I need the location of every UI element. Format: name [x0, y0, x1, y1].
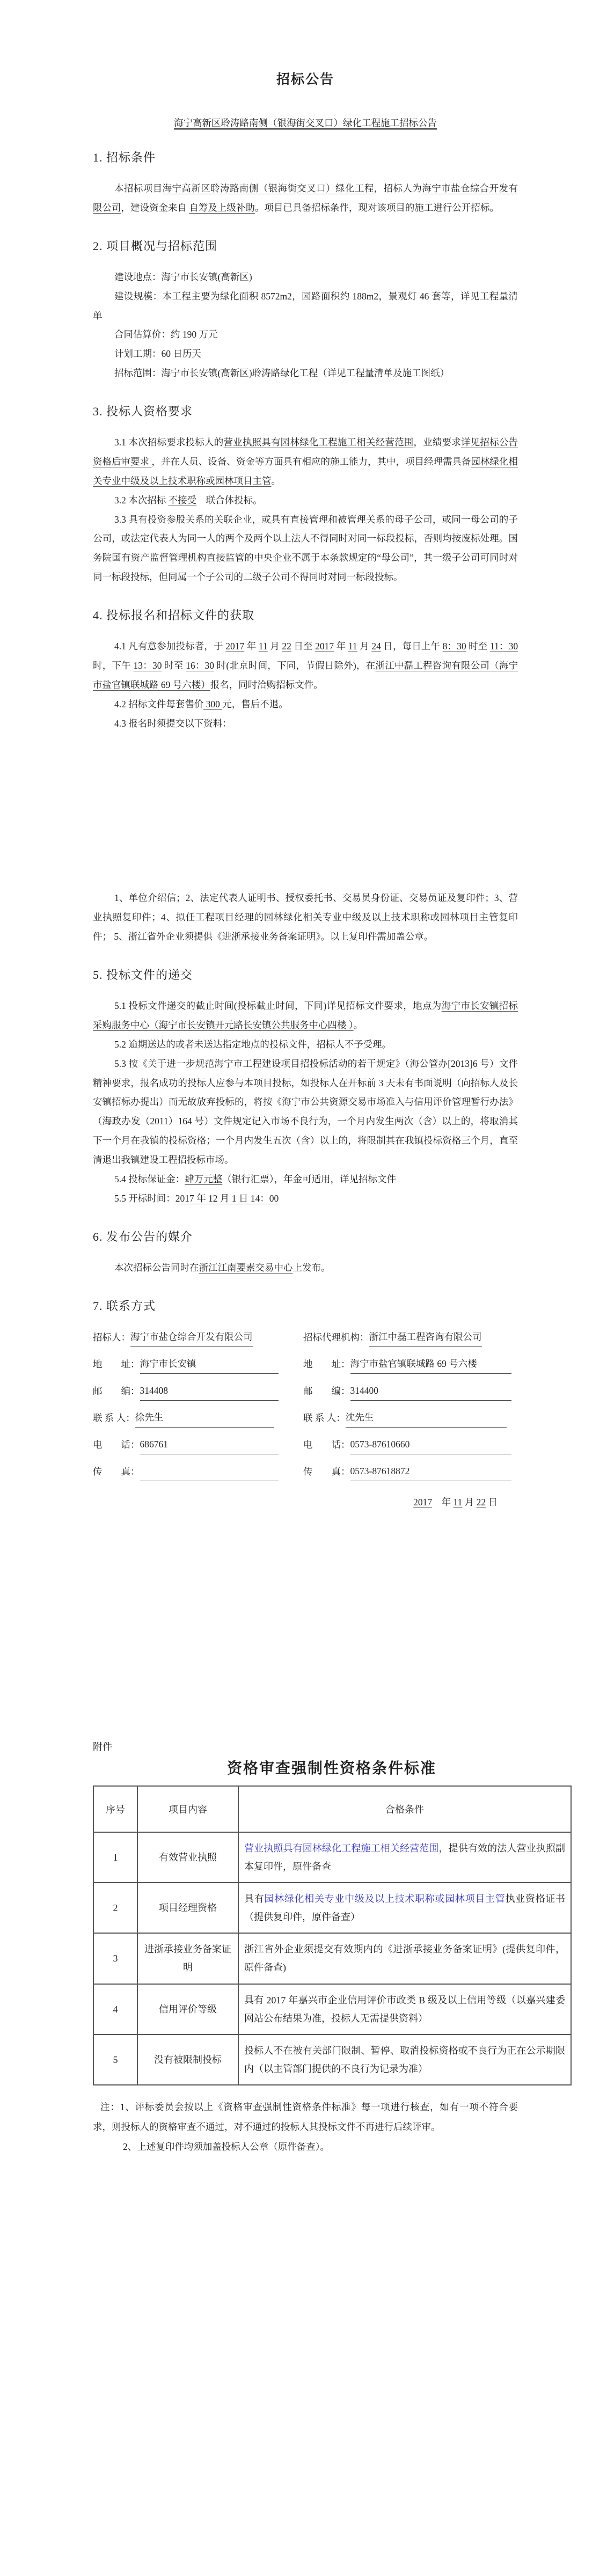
page-break-gap	[93, 733, 518, 889]
text-run: 。项目已具备招标条件，现对该项目的施工进行公开招标。	[254, 202, 499, 213]
underlined-text: 22	[282, 641, 291, 652]
text-run: 3.2 本次招标	[114, 494, 169, 506]
attachment-label: 附件	[93, 1741, 112, 1752]
item-cell: 项目经理资格	[137, 1883, 238, 1933]
underlined-text: 11：30	[489, 641, 518, 652]
field-bid-scope: 招标范围：海宁市长安镇(高新区)聆涛路绿化工程（详见工程量清单及施工图纸）	[114, 368, 450, 379]
paragraph-5-4	[93, 1170, 518, 1189]
paragraph-3-1	[93, 433, 518, 491]
table-row	[93, 1933, 571, 1984]
text-run: 具有 2017 年嘉兴市企业信用评价市政类 B 级及以上信用等级（以嘉兴建委网站公布结果为准，投标人无需提供资料）	[244, 1994, 565, 2024]
document-subtitle	[93, 116, 518, 129]
text-run: （银行汇票），年金可适用，详见招标文件	[222, 1173, 396, 1184]
underlined-text: 园林绿化相关专业中级及以上技术职称或园林项目主管	[93, 456, 518, 486]
agency-phone: 0573-87610660	[350, 1435, 511, 1454]
item-cell: 信用评价等级	[137, 1984, 238, 2035]
tenderer-label: 招标人：	[93, 1331, 130, 1343]
section-heading-2: 2. 项目概况与招标范围	[93, 239, 218, 253]
item-cell: 有效营业执照	[137, 1832, 238, 1883]
header-项目内容: 项目内容	[137, 1786, 238, 1832]
text-run: 联合体投标。	[196, 494, 262, 506]
agency-name: 浙江中磊工程咨询有限公司	[369, 1328, 482, 1347]
paragraph-3-3: 3.3 具有投资参股关系的关联企业，或具有直接管理和被管理关系的母子公司，或同一母公司的子公司，或法定代表人为同一人的两个及两个以上法人不得同时对同一标段投标，否则均按废标处理。国务院国有资产监督管理机构直接监管的中央企业不属于本条款规定的“母公司”，其一级子公司可同时对同一标段投标，但同属一个子公司的二级子公司不得同时对同一标段投标。	[93, 514, 518, 583]
section-heading-6: 6. 发布公告的媒介	[93, 1230, 193, 1243]
underlined-text: 24	[371, 641, 381, 652]
agency-label: 招标代理机构：	[303, 1331, 369, 1343]
condition-cell	[238, 1933, 571, 1984]
paragraph-5-1	[93, 997, 518, 1035]
condition-cell	[238, 1832, 571, 1883]
contact-person-label: 联 系 人：	[93, 1412, 135, 1423]
date-year: 2017	[413, 1496, 433, 1507]
text-run: 年	[334, 641, 348, 652]
paragraph-3-2	[93, 491, 518, 510]
underlined-text: 16：30	[186, 660, 215, 671]
text-run: 上发布。	[292, 1262, 331, 1273]
field-contract-estimate: 合同估算价：约 190 万元	[114, 329, 218, 340]
paragraph-5-2: 5.2 逾期送达的或者未送达指定地点的投标文件，招标人不予受理。	[114, 1038, 392, 1050]
address-label: 地 址：	[93, 1358, 140, 1370]
item-cell: 没有被限制投标	[137, 2035, 238, 2085]
underlined-text: 浙江中磊工程咨询有限公司（海宁市盐官镇联城路 69 号六楼）	[93, 660, 518, 690]
text-run: 时(北京时间，下同，节假日除外)，在	[214, 660, 376, 671]
note-2: 2、上述复印件均须加盖投标人公章（原件备查）。	[123, 2141, 330, 2152]
tenderer-fax	[140, 1468, 279, 1481]
paragraph-5-5	[93, 1189, 518, 1209]
project-overview-fields	[93, 268, 518, 383]
header-合格条件: 合格条件	[238, 1786, 571, 1832]
text-run: 月	[462, 1496, 477, 1507]
text-run: 具有	[244, 1893, 265, 1904]
underlined-text: 13：30	[133, 660, 162, 671]
item-cell: 进浙承接业务备案证明	[137, 1933, 238, 1984]
section-heading-7: 7. 联系方式	[93, 1299, 156, 1313]
field-build-scale: 建设规模：本工程主要为绿化面积 8572m2，园路面积约 188m2，景观灯 46 套等，详见工程量清单	[93, 290, 518, 321]
contact-row-person	[93, 1408, 518, 1428]
field-planned-duration: 计划工期：60 日历天	[114, 348, 201, 360]
paragraph-1-1	[93, 179, 518, 218]
paragraph-4-1	[93, 637, 518, 695]
underlined-text: 浙江江南要素交易中心	[199, 1262, 293, 1273]
text-run: 。	[353, 1019, 363, 1030]
text-run: 时至	[466, 641, 490, 652]
contact-block	[93, 1328, 518, 1481]
underlined-text: 11	[348, 641, 357, 652]
tenderer-contact-person: 徐先生	[135, 1408, 274, 1428]
attachment-table-title: 资格审查强制性资格条件标准	[226, 1760, 436, 1777]
phone-label: 电 话：	[303, 1439, 350, 1450]
paragraph-6-1	[93, 1258, 518, 1278]
contact-row-address	[93, 1355, 518, 1374]
text-run: 提供有效的法人营业执照副本复印件，原件备查	[244, 1842, 565, 1872]
text-run: 浙江省外企业须提交有效期内的《进浙承接业务备案证明》(提供复印件，原件备查)	[244, 1944, 565, 1973]
text-run: 3.1 本次招标要求投标人的	[114, 437, 224, 448]
underlined-text: 自筹及上级补助	[189, 202, 255, 213]
text-run: 日至	[291, 641, 316, 652]
fax-label: 传 真：	[93, 1466, 140, 1477]
contact-row-phone	[93, 1435, 518, 1454]
condition-cell	[238, 1883, 571, 1933]
table-row	[93, 2035, 571, 2085]
phone-label: 电 话：	[93, 1439, 140, 1450]
page-title: 招标公告	[276, 72, 334, 87]
highlighted-condition-text: 园林绿化相关专业中级及以上技术职称或园林项目主管	[264, 1893, 506, 1904]
text-run: 执业资格证书（提供复印件，原件备查）	[244, 1893, 566, 1923]
table-row	[93, 1832, 571, 1883]
table-header-row	[93, 1786, 571, 1832]
underlined-text: 肆万元整	[185, 1173, 223, 1184]
text-run: 日	[486, 1496, 498, 1507]
text-run: 月	[357, 641, 372, 652]
date-month: 11	[453, 1496, 463, 1507]
text-run: 年	[432, 1496, 454, 1507]
text-run: 5.1 投标文件递交的截止时间(投标截止时间，下同)详见招标文件要求，地点为	[114, 1000, 442, 1011]
text-run: 。	[271, 475, 281, 486]
zip-label: 邮 编：	[303, 1385, 350, 1396]
text-run: ，并在人员、设备、资金等方面具有相应的施工能力，其中，项目经理需具备	[151, 456, 471, 467]
text-run: 5.4 投标保证金：	[114, 1173, 185, 1184]
tenderer-name: 海宁市盐仓综合开发有限公司	[130, 1328, 253, 1347]
section-heading-4: 4. 投标报名和招标文件的获取	[93, 609, 255, 622]
agency-fax: 0573-87618872	[350, 1462, 511, 1481]
contact-row-party	[93, 1328, 518, 1347]
text-run: 时，下午	[93, 660, 134, 671]
text-run: 4.1 凡有意参加投标者，于	[114, 641, 226, 652]
underlined-text: 300	[203, 698, 223, 709]
underlined-text: 营业执照具有园林绿化工程施工相关经营范围	[223, 437, 414, 448]
condition-cell	[238, 1984, 571, 2035]
text-run: 时至	[162, 660, 186, 671]
text-run: 元，售后不退。	[222, 698, 288, 709]
text-run: 本次招标公告同时在	[114, 1262, 199, 1273]
paragraph-4-2	[93, 695, 518, 714]
row-number-cell: 3	[93, 1933, 137, 1984]
condition-cell	[238, 2035, 571, 2085]
underlined-text: 海宁市盐仓综合开发有限公司	[93, 183, 518, 213]
paragraph-4-3: 4.3 报名时须提交以下资料：	[114, 718, 232, 729]
text-run: ，建设资金来自	[121, 202, 189, 213]
field-build-location: 建设地点：海宁市长安镇(高新区)	[114, 271, 252, 282]
tenderer-address: 海宁市长安镇	[140, 1355, 279, 1374]
table-notes	[93, 2097, 518, 2156]
underlined-text: 不接受	[168, 494, 197, 506]
agency-address: 海宁市盐官镇联城路 69 号六楼	[350, 1355, 511, 1374]
section-heading-5: 5. 投标文件的递交	[93, 968, 193, 982]
date-day: 22	[476, 1496, 486, 1507]
text-run: 年	[244, 641, 259, 652]
text-run: 报名，同时洽购招标文件。	[210, 679, 323, 690]
underlined-text: 11	[258, 641, 268, 652]
underlined-text: 2017	[225, 641, 245, 652]
underlined-text: 详见招标公告资格后审要求	[93, 437, 518, 467]
announcement-date	[93, 1495, 518, 1509]
registration-materials-list: 1、单位介绍信；2、法定代表人证明书、授权委托书、交易员身份证、交易员证及复印件；3、营业执照复印件；4、拟任工程项目经理的园林绿化相关专业中级及以上技术职称或园林项目主管复印件； 5、浙江省外企业须提供《进浙承接业务备案证明》。以上复印件需加盖公章。	[93, 892, 518, 942]
contact-row-zip	[93, 1381, 518, 1401]
text-run: 月	[267, 641, 282, 652]
contact-person-label: 联 系 人：	[303, 1412, 346, 1423]
row-number-cell: 1	[93, 1832, 137, 1883]
paragraph-5-3: 5.3 按《关于进一步规范海宁市工程建设项目招投标活动的若干规定》（海公管办[2013]6 号）文件精神要求，报名成功的投标人应参与本项目投标，如投标人在开标前 3 天未有书面说明（向招标人及长安镇招标办提出）而无故放弃投标的，将按《海宁市公共资源交易市场准入与信用评价管理暂行办法》（海政办发（2011）164 号）文件规定记入市场不良行为，一个月内发生两次（含）以上的，将取消其下一个月在我镇的投标资格；一个月内发生五次（含）以上的，将限制其在我镇投标资格三个月，直至清退出我镇建设工程招投标市场。	[93, 1058, 518, 1165]
row-number-cell: 2	[93, 1883, 137, 1933]
tenderer-phone: 686761	[140, 1435, 279, 1454]
row-number-cell: 4	[93, 1984, 137, 2035]
underlined-text: 8：30	[442, 641, 466, 652]
text-run: ，招标人为	[374, 183, 422, 194]
page-break-gap	[93, 1509, 518, 1739]
note-1: 注：1、评标委员会按以上《资格审查强制性资格条件标准》每一项进行核查，如有一项不符合要求，则投标人的资格审查不通过，对不通过的投标人其投标文件不再进行后续评审。	[93, 2102, 518, 2133]
text-run: 日，每日上午	[381, 641, 443, 652]
tenderer-zip: 314408	[140, 1381, 279, 1401]
header-序号: 序号	[93, 1786, 137, 1832]
row-number-cell: 5	[93, 2035, 137, 2085]
fax-label: 传 真：	[303, 1466, 350, 1477]
table-row	[93, 1984, 571, 2035]
text-run: 4.2 招标文件每套售价	[114, 698, 204, 709]
text-run: 5.5 开标时间：	[114, 1192, 175, 1204]
text-run: ，业绩要求	[413, 437, 462, 448]
subtitle-text: 海宁高新区聆涛路南侧（银海街交叉口）绿化工程施工招标公告	[174, 118, 437, 130]
underlined-text: 海宁市长安镇招标采购服务中心（海宁市长安镇开元路长安镇公共服务中心四楼 ）	[93, 1000, 518, 1030]
address-label: 地 址：	[303, 1358, 350, 1370]
table-row	[93, 1883, 571, 1933]
underlined-text: 2017 年 12 月 1 日 14：00	[175, 1192, 279, 1204]
zip-label: 邮 编：	[93, 1385, 140, 1396]
contact-row-fax	[93, 1462, 518, 1481]
section-heading-3: 3. 投标人资格要求	[93, 405, 193, 418]
underlined-text: 海宁高新区聆涛路南侧（银海街交叉口）绿化工程	[162, 183, 374, 194]
agency-zip: 314400	[350, 1381, 511, 1401]
text-run: 投标人不在被有关部门限制、暂停、取消投标资格或不良行为正在公示期限内（以主管部门提供的不良行为记录为准）	[244, 2045, 565, 2075]
underlined-text: 2017	[315, 641, 334, 652]
section-heading-1: 1. 招标条件	[93, 151, 156, 164]
qualification-criteria-table	[93, 1785, 572, 2086]
agency-contact-person: 沈先生	[346, 1408, 507, 1428]
text-run: 本招标项目	[114, 183, 163, 194]
highlighted-condition-text: 营业执照具有园林绿化工程施工相关经营范围，	[244, 1842, 449, 1854]
